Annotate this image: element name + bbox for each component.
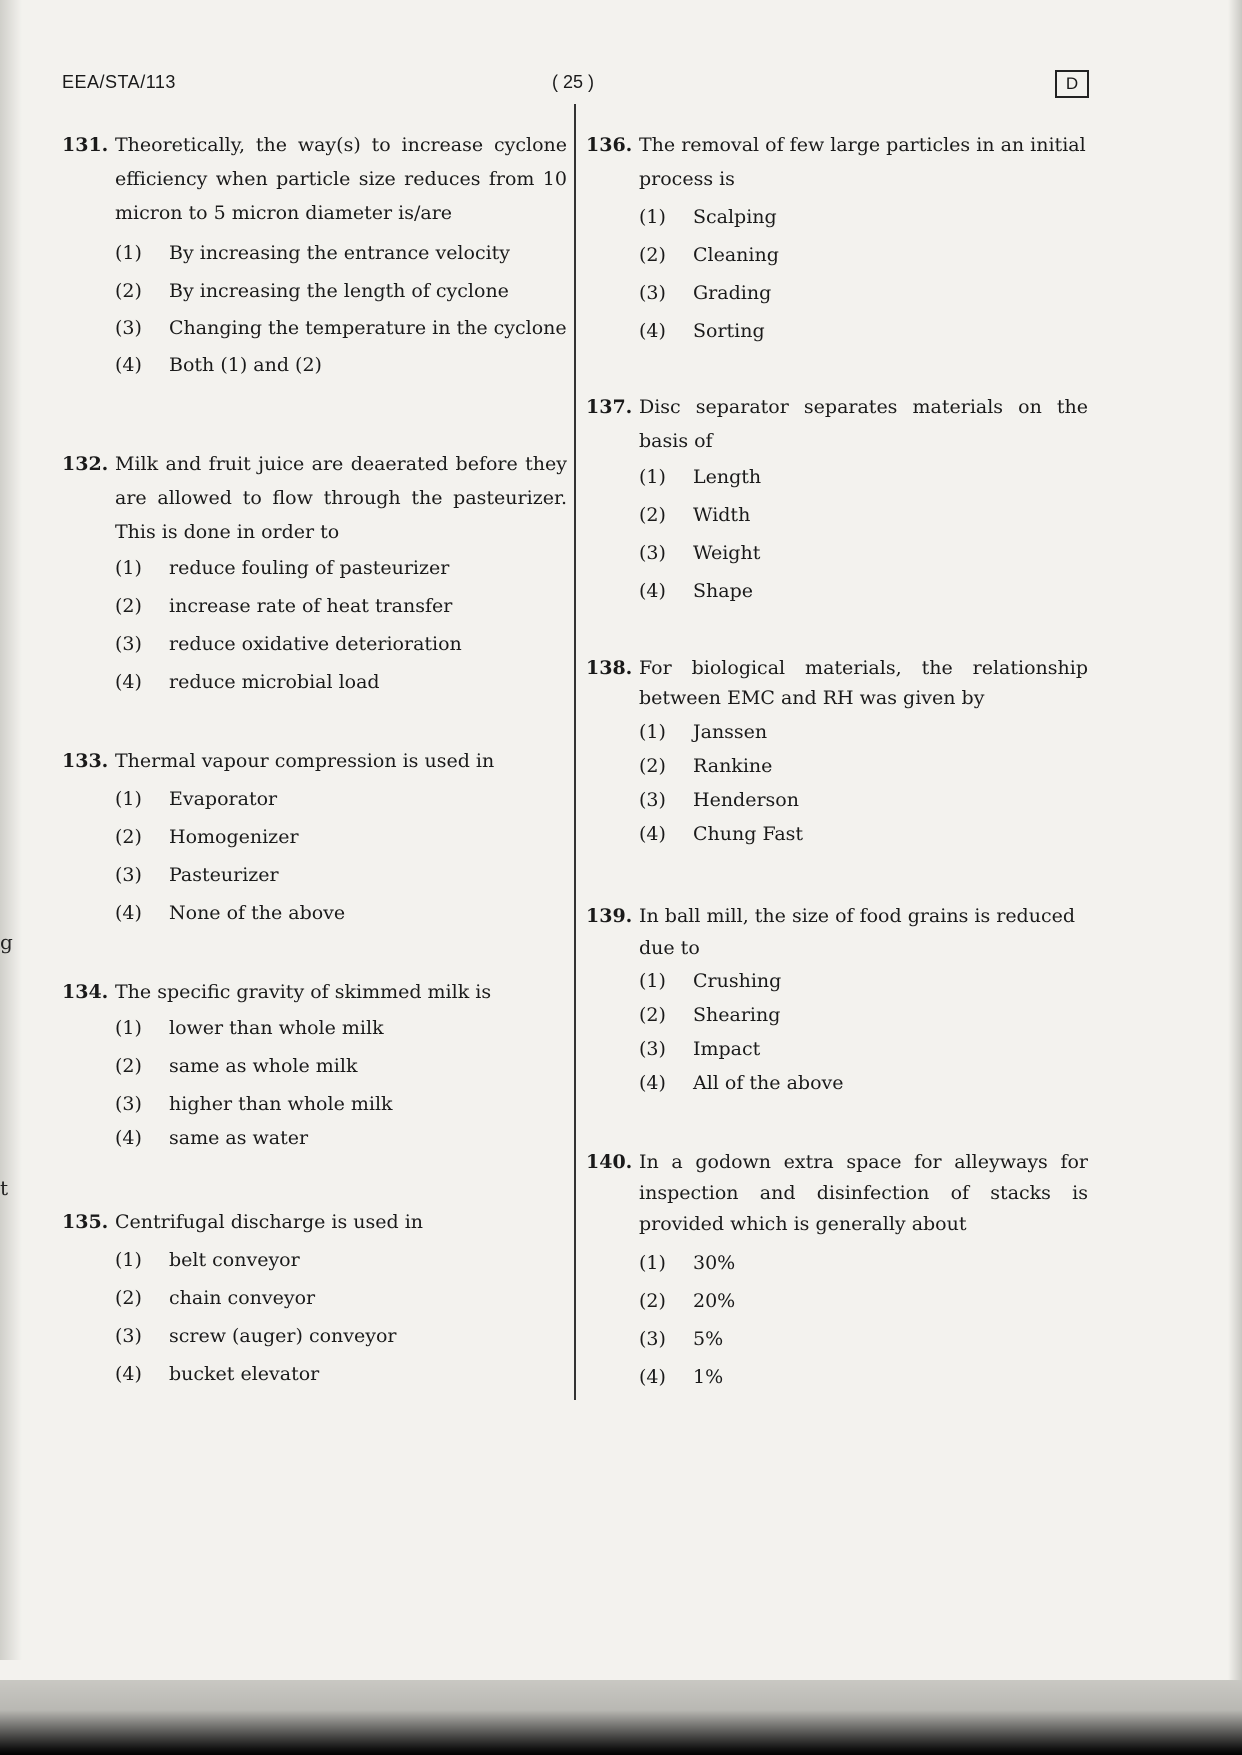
question-text: The specific gravity of skimmed milk is bbox=[115, 981, 492, 1003]
option-3[interactable]: (3) Grading bbox=[639, 282, 772, 304]
exam-code: EEA/STA/113 bbox=[62, 72, 176, 92]
option-3[interactable]: (3) Impact bbox=[639, 1038, 761, 1060]
question-stem bbox=[586, 128, 1088, 196]
option-2[interactable]: (2) Homogenizer bbox=[115, 826, 299, 848]
question-stem bbox=[62, 447, 567, 549]
option-1[interactable]: (1) belt conveyor bbox=[115, 1249, 300, 1271]
option-1[interactable]: (1) 30% bbox=[639, 1252, 736, 1274]
page-left-shadow bbox=[0, 0, 22, 1660]
option-4[interactable]: (4) bucket elevator bbox=[115, 1363, 320, 1385]
option-3[interactable]: (3) 5% bbox=[639, 1328, 724, 1350]
option-1[interactable]: (1) Janssen bbox=[639, 721, 768, 743]
option-2[interactable]: (2) 20% bbox=[639, 1290, 736, 1312]
question-number: 131. bbox=[62, 134, 109, 156]
option-3[interactable]: (3) higher than whole milk bbox=[115, 1093, 393, 1115]
option-4[interactable]: (4) 1% bbox=[639, 1366, 724, 1388]
question-134 bbox=[62, 975, 567, 1155]
option-3[interactable]: (3) reduce oxidative deterioration bbox=[115, 633, 462, 655]
option-4[interactable]: (4) Shape bbox=[639, 580, 753, 602]
page-right-edge bbox=[1228, 0, 1242, 1755]
option-2[interactable]: (2) Width bbox=[639, 504, 751, 526]
question-set-box: D bbox=[1055, 70, 1089, 98]
option-1[interactable]: (1) reduce fouling of pasteurizer bbox=[115, 557, 450, 579]
column-divider bbox=[574, 104, 576, 1400]
question-stem bbox=[586, 653, 1088, 713]
option-4[interactable]: (4) Both (1) and (2) bbox=[115, 354, 322, 376]
page-number: ( 25 ) bbox=[552, 72, 595, 92]
option-3[interactable]: (3) Pasteurizer bbox=[115, 864, 279, 886]
question-stem bbox=[62, 128, 567, 230]
option-4[interactable]: (4) Chung Fast bbox=[639, 823, 804, 845]
question-136 bbox=[586, 128, 1088, 348]
question-stem bbox=[62, 744, 567, 778]
question-number: 133. bbox=[62, 750, 109, 772]
option-4[interactable]: (4) reduce microbial load bbox=[115, 671, 380, 693]
edge-letter-g: g bbox=[0, 930, 13, 954]
question-133 bbox=[62, 744, 567, 930]
question-stem bbox=[62, 1205, 567, 1239]
question-131 bbox=[62, 128, 567, 382]
question-number: 136. bbox=[586, 134, 633, 156]
option-1[interactable]: (1) Scalping bbox=[639, 206, 777, 228]
question-number: 134. bbox=[62, 981, 109, 1003]
question-number: 139. bbox=[586, 905, 633, 927]
question-text: Milk and fruit juice are deaerated before they are allowed to flow through the pasteurizer. This is done in order to bbox=[115, 453, 567, 543]
option-3[interactable]: (3) screw (auger) conveyor bbox=[115, 1325, 397, 1347]
question-140 bbox=[586, 1147, 1088, 1394]
question-text: Theoretically, the way(s) to increase cyclone efficiency when particle size reduces from 10 micron to 5 micron diameter is/are bbox=[115, 134, 567, 224]
option-2[interactable]: (2) increase rate of heat transfer bbox=[115, 595, 453, 617]
question-137 bbox=[586, 390, 1088, 608]
question-stem bbox=[586, 1147, 1088, 1240]
option-4[interactable]: (4) All of the above bbox=[639, 1072, 844, 1094]
option-4[interactable]: (4) same as water bbox=[115, 1127, 309, 1149]
option-1[interactable]: (1) By increasing the entrance velocity bbox=[115, 242, 511, 264]
question-number: 135. bbox=[62, 1211, 109, 1233]
question-stem bbox=[586, 390, 1088, 458]
option-2[interactable]: (2) Rankine bbox=[639, 755, 773, 777]
option-1[interactable]: (1) Evaporator bbox=[115, 788, 278, 810]
option-3[interactable]: (3) Changing the temperature in the cyclone bbox=[115, 317, 567, 339]
option-3[interactable]: (3) Weight bbox=[639, 542, 761, 564]
option-4[interactable]: (4) None of the above bbox=[115, 902, 346, 924]
question-text: For biological materials, the relationship between EMC and RH was given by bbox=[639, 657, 1088, 709]
option-2[interactable]: (2) Shearing bbox=[639, 1004, 781, 1026]
question-text: In a godown extra space for alleyways for inspection and disinfection of stacks is provided which is generally about bbox=[639, 1151, 1088, 1235]
option-2[interactable]: (2) By increasing the length of cyclone bbox=[115, 280, 509, 302]
question-139 bbox=[586, 900, 1088, 1100]
question-text: Disc separator separates materials on the basis of bbox=[639, 396, 1088, 452]
scan-bottom-edge bbox=[0, 1680, 1242, 1755]
option-2[interactable]: (2) Cleaning bbox=[639, 244, 779, 266]
option-2[interactable]: (2) chain conveyor bbox=[115, 1287, 316, 1309]
question-text: Centrifugal discharge is used in bbox=[115, 1211, 424, 1233]
option-1[interactable]: (1) Length bbox=[639, 466, 762, 488]
question-138 bbox=[586, 653, 1088, 851]
question-stem bbox=[62, 975, 567, 1009]
option-1[interactable]: (1) lower than whole milk bbox=[115, 1017, 384, 1039]
edge-letter-t: t bbox=[0, 1176, 9, 1200]
question-number: 140. bbox=[586, 1151, 633, 1173]
question-132 bbox=[62, 447, 567, 699]
question-stem bbox=[586, 900, 1088, 964]
option-2[interactable]: (2) same as whole milk bbox=[115, 1055, 358, 1077]
question-number: 132. bbox=[62, 453, 109, 475]
question-text: In ball mill, the size of food grains is reduced due to bbox=[639, 905, 1076, 959]
option-4[interactable]: (4) Sorting bbox=[639, 320, 765, 342]
question-135 bbox=[62, 1205, 567, 1391]
question-text: The removal of few large particles in an initial process is bbox=[639, 134, 1086, 190]
option-1[interactable]: (1) Crushing bbox=[639, 970, 782, 992]
question-number: 138. bbox=[586, 657, 633, 679]
question-text: Thermal vapour compression is used in bbox=[115, 750, 495, 772]
option-3[interactable]: (3) Henderson bbox=[639, 789, 799, 811]
question-number: 137. bbox=[586, 396, 633, 418]
